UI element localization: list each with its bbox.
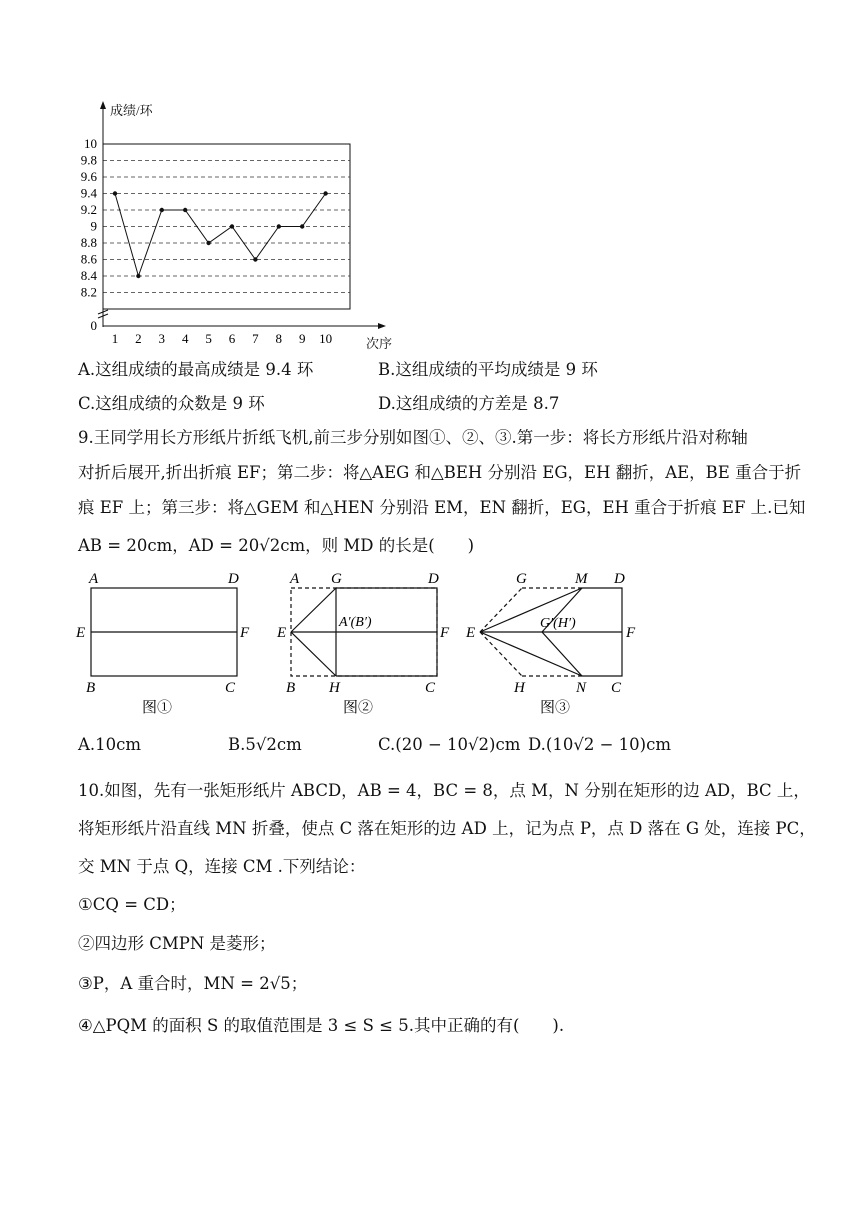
data-point: [253, 257, 257, 261]
q10-stem-line3: 交 MN 于点 Q，连接 CM .下列结论：: [78, 857, 366, 876]
y-tick-label: 8.6: [80, 251, 97, 267]
x-tick-label: 5: [205, 331, 212, 346]
fig1-caption: 图①: [142, 700, 173, 716]
q10-stem-line1: 10.如图，先有一张矩形纸片 ABCD，AB = 4，BC = 8，点 M，N 分别在矩形的边 AD，BC 上，: [78, 781, 810, 800]
data-point: [230, 224, 234, 228]
x-tick-label: 9: [298, 331, 306, 346]
figure-2: [276, 571, 450, 716]
y-tick-label: 10: [84, 136, 97, 151]
y-tick-label: 8.4: [80, 268, 97, 283]
y-tick-label: 8.2: [80, 284, 97, 300]
q10-conclusion-1: ①CQ = CD；: [78, 895, 186, 914]
fig1-label-a: A: [89, 571, 99, 587]
fig2-label-d: D: [428, 571, 439, 587]
fig2-label-f: F: [440, 625, 450, 641]
fig1-label-e: E: [76, 625, 86, 641]
fig2-caption: 图②: [343, 700, 374, 716]
fig3-label-m: M: [575, 571, 588, 587]
q8-option-d: D.这组成绩的方差是 8.7: [378, 394, 560, 413]
x-tick-label: 2: [135, 331, 142, 346]
fig1-label-d: D: [228, 571, 239, 587]
y-tick-label: 0: [90, 318, 97, 333]
q10-stem-line2: 将矩形纸片沿直线 MN 折叠，使点 C 落在矩形的边 AD 上，记为点 P，点 D 落在 G 处，连接 PC，: [78, 819, 816, 838]
fig1-label-f: F: [240, 625, 250, 641]
q9-stem-line2: 对折后展开,折出折痕 EF；第二步：将△AEG 和△BEH 分别沿 EG，EH 翻折，AE，BE 重合于折: [78, 463, 802, 482]
data-point: [183, 208, 187, 212]
data-point: [136, 274, 140, 278]
fig3-label-e: E: [466, 625, 476, 641]
x-tick-label: 7: [252, 331, 259, 346]
fig3-label-h: H: [514, 680, 525, 696]
q9-stem-line3: 痕 EF 上；第三步：将△GEM 和△HEN 分别沿 EM，EN 翻折，EG，EH 重合于折痕 EF 上.已知: [78, 498, 806, 517]
q8-option-c: C.这组成绩的众数是 9 环: [78, 394, 265, 413]
data-point: [113, 191, 117, 195]
q9-folding-figures: [70, 566, 660, 721]
q10-conclusion-3: ③P，A 重合时，MN = 2√5；: [78, 974, 308, 993]
data-point: [323, 191, 327, 195]
q8-option-a: A.这组成绩的最高成绩是 9.4 环: [78, 360, 314, 379]
x-tick-label: 6: [228, 331, 236, 346]
series-line: [115, 194, 326, 277]
fig2-label-h: H: [329, 680, 340, 696]
fig3-label-gprime: G′(H′): [540, 616, 576, 631]
y-tick-label: 9.6: [80, 169, 97, 184]
q10-conclusion-2: ②四边形 CMPN 是菱形；: [78, 934, 276, 953]
x-tick-label: 4: [181, 331, 189, 346]
chart-grid: [103, 144, 350, 309]
fig1-label-b: B: [86, 680, 96, 696]
chart-axes: [98, 101, 386, 329]
fig3-label-f: F: [626, 625, 636, 641]
q9-option-d: D.(10√2 − 10)cm: [528, 735, 671, 754]
fig3-label-n: N: [576, 680, 587, 696]
fig2-label-g: G: [331, 571, 342, 587]
x-tick-labels: [112, 331, 332, 346]
fig2-label-a: A: [290, 571, 300, 587]
figure-1: [75, 571, 250, 716]
q8-option-b: B.这组成绩的平均成绩是 9 环: [378, 360, 598, 379]
y-tick-labels: [81, 136, 98, 333]
x-tick-label: 8: [275, 331, 283, 346]
x-axis-label: 次序: [366, 336, 393, 351]
fig2-label-c: C: [425, 680, 436, 696]
y-tick-label: 9.4: [80, 185, 97, 201]
data-point: [300, 224, 304, 228]
y-tick-label: 8.8: [80, 235, 97, 250]
figure-3: [465, 571, 636, 716]
y-axis-label: 成绩/环: [110, 103, 153, 118]
q10-conclusion-4: ④△PQM 的面积 S 的取值范围是 3 ≤ S ≤ 5.其中正确的有( ).: [78, 1016, 565, 1035]
fig2-label-b: B: [286, 680, 296, 696]
x-tick-label: 1: [111, 331, 119, 346]
data-point: [206, 241, 210, 245]
score-line-chart: [60, 95, 400, 355]
data-point: [160, 208, 164, 212]
q9-option-c: C.(20 − 10√2)cm: [378, 735, 521, 754]
x-axis-arrow: [378, 323, 386, 329]
x-tick-label: 10: [319, 331, 333, 346]
fig3-label-d: D: [614, 571, 625, 587]
q9-option-a: A.10cm: [78, 735, 142, 754]
q9-stem-line4: AB = 20cm，AD = 20√2cm，则 MD 的长是( ): [78, 536, 475, 555]
fig1-label-c: C: [225, 680, 236, 696]
fig3-label-c: C: [611, 680, 622, 696]
q9-option-b: B.5√2cm: [228, 735, 302, 754]
y-tick-label: 9: [90, 218, 97, 234]
y-axis-arrow: [100, 101, 106, 109]
fig3-label-g: G: [516, 571, 527, 587]
x-tick-label: 3: [158, 331, 166, 346]
y-tick-label: 9.2: [80, 202, 97, 217]
data-point: [277, 224, 281, 228]
fig2-label-e: E: [277, 625, 287, 641]
fig3-caption: 图③: [540, 700, 571, 716]
y-tick-label: 9.8: [80, 152, 97, 168]
q9-stem-line1: 9.王同学用长方形纸片折纸飞机,前三步分别如图①、②、③.第一步：将长方形纸片沿对称轴: [78, 428, 748, 447]
fig2-label-aprime: A′(B′): [339, 615, 372, 630]
